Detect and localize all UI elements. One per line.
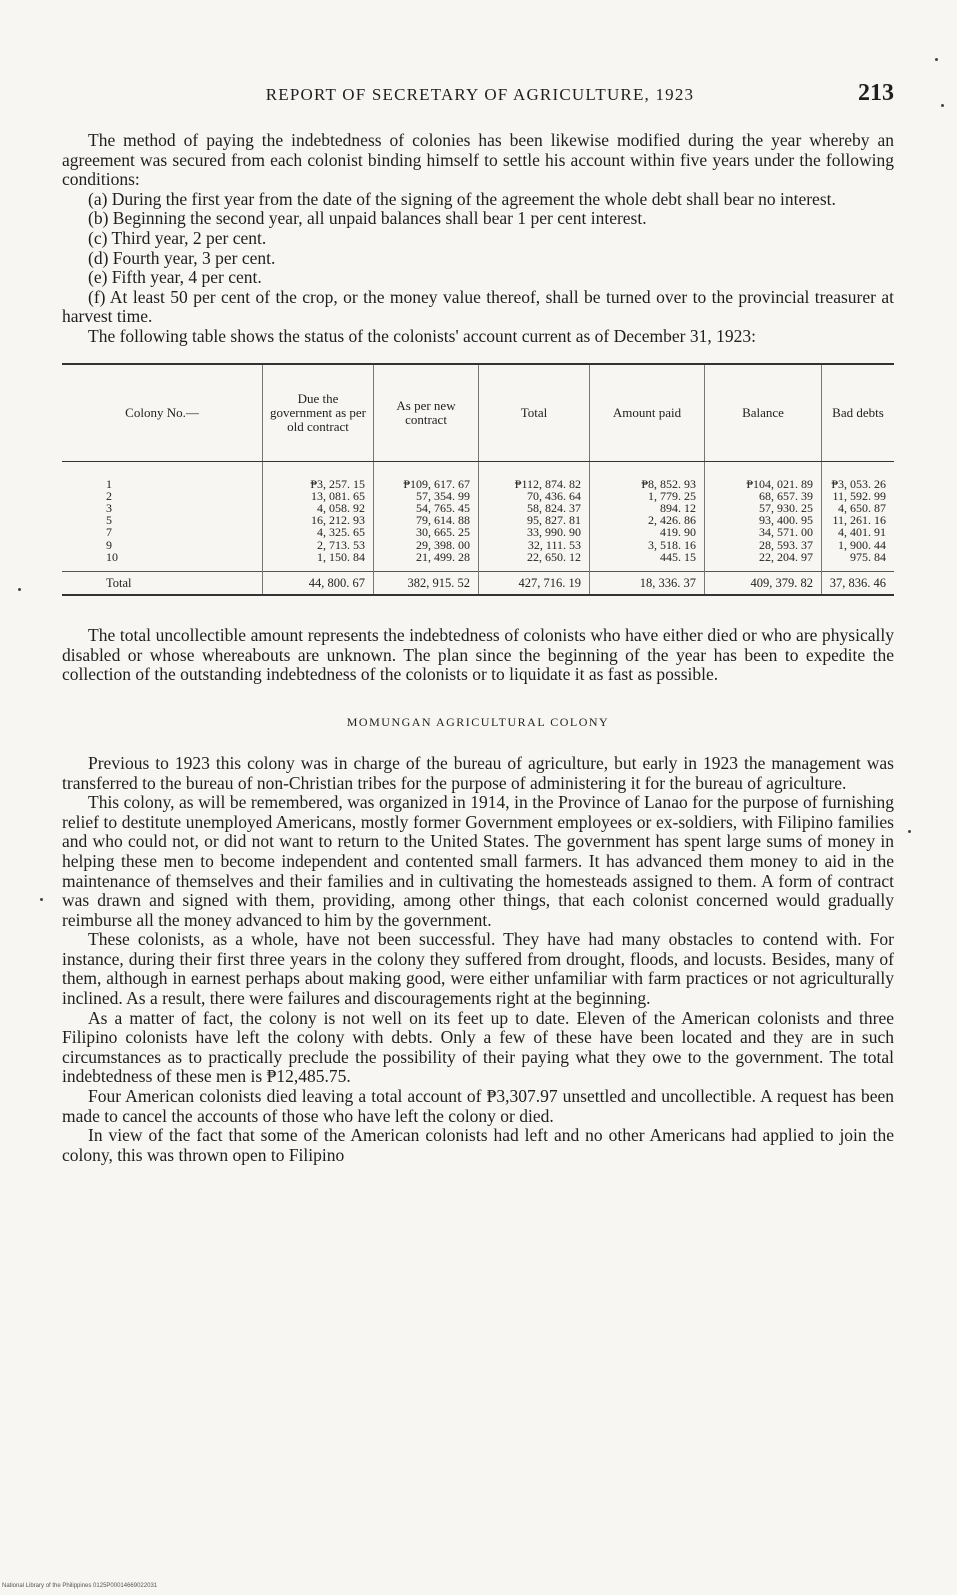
table-cell: 11, 261. 16 — [822, 514, 895, 526]
column-header: Total — [479, 364, 590, 462]
table-cell: ₱104, 021. 89 — [705, 461, 822, 490]
table-cell: 409, 379. 82 — [705, 571, 822, 595]
table-cell: 2, 713. 53 — [263, 539, 374, 551]
table-cell: ₱3, 053. 26 — [822, 461, 895, 490]
table-cell: 2, 426. 86 — [590, 514, 705, 526]
colony-number: 7 — [106, 525, 112, 540]
table-cell: 427, 716. 19 — [479, 571, 590, 595]
table-cell: 93, 400. 95 — [705, 514, 822, 526]
table-cell: 975. 84 — [822, 551, 895, 572]
table-cell: 58, 824. 37 — [479, 502, 590, 514]
colony-number: 9 — [106, 537, 112, 552]
scan-speck — [935, 58, 938, 61]
column-header: Colony No.— — [62, 364, 263, 462]
page — [62, 80, 894, 1165]
table-row — [62, 526, 894, 538]
table-cell: 4, 325. 65 — [263, 526, 374, 538]
paragraph: These colonists, as a whole, have not been successful. They have had many obstacles to contend with. For instance, during their first three years in the colony they suffered from drought, floods, and locusts. Besides, many of them, although in earnest perhaps about making good, were either unfamiliar with farm practices or not agriculturally inclined. As a result, there were failures and discouragements right at the beginning. — [62, 929, 894, 1009]
table-row — [62, 539, 894, 551]
paragraph: The method of paying the indebtedness of colonies has been likewise modified during the year whereby an agreement was secured from each colonist binding himself to settle his account within five years under the following conditions: — [62, 130, 894, 190]
table-cell: 95, 827. 81 — [479, 514, 590, 526]
table-cell: ₱8, 852. 93 — [590, 461, 705, 490]
page-number: 213 — [858, 80, 894, 106]
column-header: As per new contract — [374, 364, 479, 462]
table-cell: 32, 111. 53 — [479, 539, 590, 551]
paragraph: This colony, as will be remembered, was organized in 1914, in the Province of Lanao for the purpose of furnishing relief to destitute unemployed Americans, mostly former Government employees or ex-soldiers, with Filipino families and who could not, or did not want to return to the United States. The government has spent large sums of money in helping these men to become independent and contented small farmers. It has advanced them money to aid in the maintenance of themselves and their families and in cultivating the homesteads assigned to them. A form of contract was drawn and signed with them, providing, among other things, that each colonist concerned would gradually reimburse all the money advanced to him by the government. — [62, 792, 894, 930]
table-cell: 79, 614. 88 — [374, 514, 479, 526]
condition-item: (c) Third year, 2 per cent. — [88, 227, 267, 248]
scan-speck — [941, 104, 944, 107]
column-header: Due the government as per old contract — [263, 364, 374, 462]
column-header: Balance — [705, 364, 822, 462]
condition-item: (a) During the first year from the date of the signing of the agreement the whole debt shall bear no interest. — [88, 188, 836, 209]
table-row — [62, 461, 894, 490]
condition-item: (f) At least 50 per cent of the crop, or the money value thereof, shall be turned over to the provincial treasurer at harvest time. — [62, 286, 894, 327]
section-heading: MOMUNGAN AGRICULTURAL COLONY — [346, 714, 610, 729]
table-cell: 13, 081. 65 — [263, 490, 374, 502]
table-cell: 1, 900. 44 — [822, 539, 895, 551]
table-cell: 22, 204. 97 — [705, 551, 822, 572]
table-cell: 28, 593. 37 — [705, 539, 822, 551]
colonist-accounts-table — [62, 363, 894, 597]
table-cell: 3, 518. 16 — [590, 539, 705, 551]
table-cell: 1, 779. 25 — [590, 490, 705, 502]
table-cell: 30, 665. 25 — [374, 526, 479, 538]
table-cell: 4, 650. 87 — [822, 502, 895, 514]
scan-speck — [40, 898, 43, 901]
table-cell: 1, 150. 84 — [263, 551, 374, 572]
table-cell: 18, 336. 37 — [590, 571, 705, 595]
table-cell: 894. 12 — [590, 502, 705, 514]
table-cell: 33, 990. 90 — [479, 526, 590, 538]
table-cell: 4, 401. 91 — [822, 526, 895, 538]
scan-speck — [18, 588, 21, 591]
table-cell: 54, 765. 45 — [374, 502, 479, 514]
table-cell: 4, 058. 92 — [263, 502, 374, 514]
after-table-section — [62, 626, 894, 685]
table-cell: 57, 354. 99 — [374, 490, 479, 502]
column-header: Bad debts — [822, 364, 895, 462]
colony-number: 2 — [106, 488, 112, 503]
table-total-row — [62, 571, 894, 595]
colony-number: 5 — [106, 513, 112, 528]
total-label: Total — [62, 571, 263, 595]
page-header — [62, 80, 894, 107]
table-cell: 57, 930. 25 — [705, 502, 822, 514]
table-cell: 419. 90 — [590, 526, 705, 538]
condition-item: (b) Beginning the second year, all unpaid balances shall bear 1 per cent interest. — [88, 208, 647, 229]
table-cell: 22, 650. 12 — [479, 551, 590, 572]
table-cell: 44, 800. 67 — [263, 571, 374, 595]
colony-number: 3 — [106, 500, 112, 515]
table-cell: 11, 592. 99 — [822, 490, 895, 502]
running-head: REPORT OF SECRETARY OF AGRICULTURE, 1923 — [265, 85, 695, 104]
table-cell: 21, 499. 28 — [374, 551, 479, 572]
paragraph: Previous to 1923 this colony was in charge of the bureau of agriculture, but early in 1923 the management was transferred to the bureau of non-Christian tribes for the purpose of administering it for the bureau of agriculture. — [62, 752, 894, 793]
table-cell: 16, 212. 93 — [263, 514, 374, 526]
momungan-section — [62, 754, 894, 1165]
paragraph: In view of the fact that some of the American colonists had left and no other Americans had applied to join the colony, this was thrown open to Filipino — [62, 1125, 894, 1165]
table-cell: 37, 836. 46 — [822, 571, 895, 595]
paragraph: As a matter of fact, the colony is not well on its feet up to date. Eleven of the American colonists and three Filipino colonists have left the colony with debts. Only a few of these have been located and they are in such circumstances as to practically preclude the possibility of their paying what they owe to the government. The total indebtedness of these men is ₱12,485.75. — [62, 1007, 894, 1087]
table-cell: 70, 436. 64 — [479, 490, 590, 502]
table-cell: ₱112, 874. 82 — [479, 461, 590, 490]
table-cell: ₱3, 257. 15 — [263, 461, 374, 490]
colony-number: 10 — [106, 549, 118, 564]
table-cell: 382, 915. 52 — [374, 571, 479, 595]
table-cell: 68, 657. 39 — [705, 490, 822, 502]
scan-speck — [908, 830, 911, 833]
table-header-row — [62, 364, 894, 462]
scan-footer: National Library of the Philippines 0125P00014669022031 — [2, 1583, 158, 1589]
paragraph: The following table shows the status of the colonists' account current as of December 31, 1923: — [88, 325, 756, 346]
paragraph: The total uncollectible amount represents the indebtedness of colonists who have either died or who are physically disabled or whose whereabouts are unknown. The plan since the beginning of the year has been to expedite the collection of the outstanding indebtedness of the colonists or to liquidate it as fast as possible. — [62, 625, 894, 685]
paragraph: Four American colonists died leaving a total account of ₱3,307.97 unsettled and uncollectible. A request has been made to cancel the accounts of those who have left the colony or died. — [62, 1086, 894, 1126]
table-cell: 29, 398. 00 — [374, 539, 479, 551]
condition-item: (e) Fifth year, 4 per cent. — [88, 267, 262, 288]
table-row — [62, 551, 894, 572]
table-cell: 34, 571. 00 — [705, 526, 822, 538]
column-header: Amount paid — [590, 364, 705, 462]
table-cell: 445. 15 — [590, 551, 705, 572]
table-cell: ₱109, 617. 67 — [374, 461, 479, 490]
colony-number: 1 — [106, 476, 112, 491]
condition-item: (d) Fourth year, 3 per cent. — [88, 247, 276, 268]
intro-section — [62, 131, 894, 347]
